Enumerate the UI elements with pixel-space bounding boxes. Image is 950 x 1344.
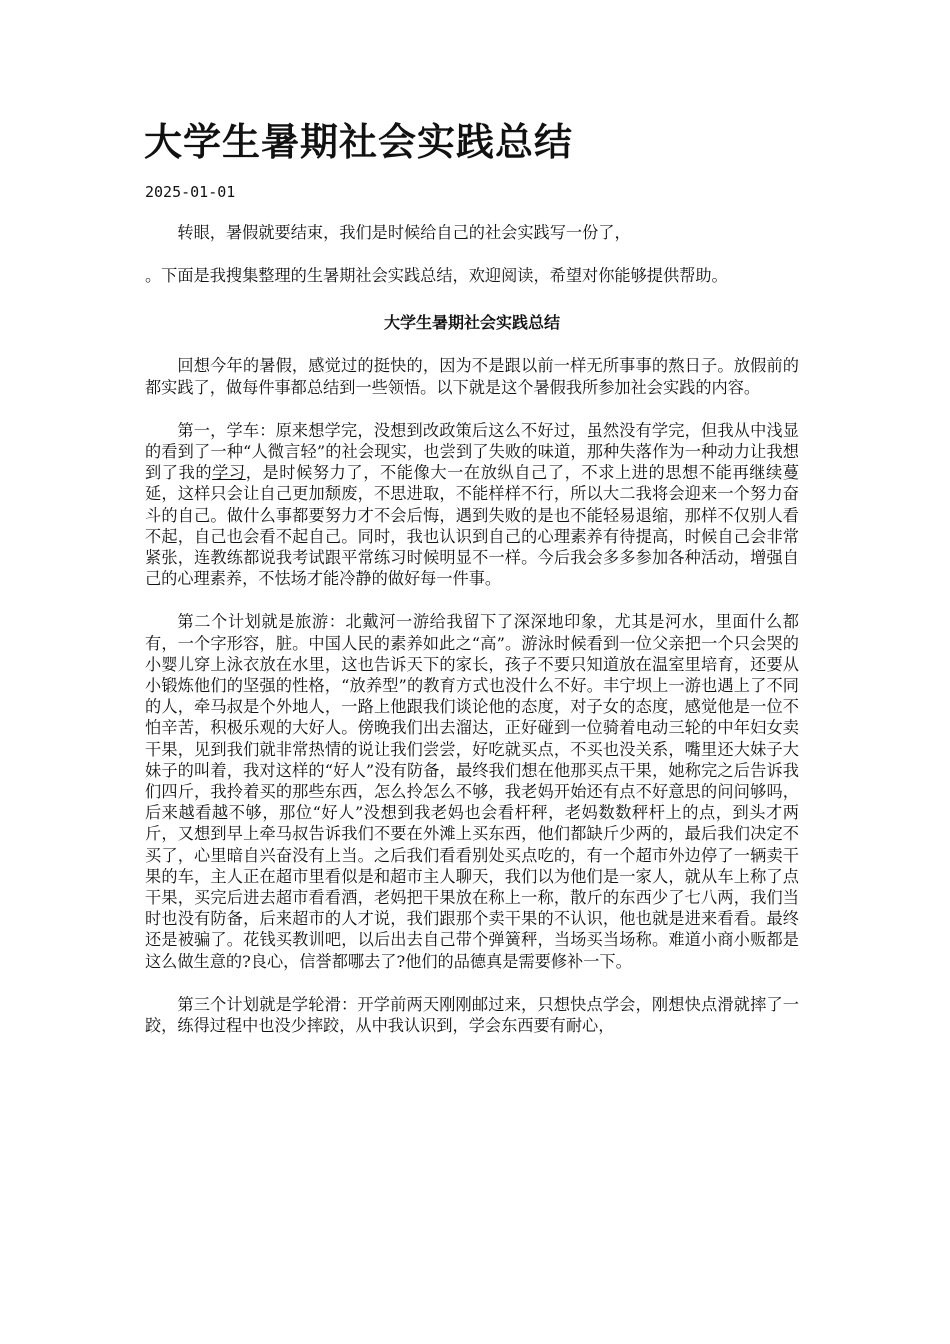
publish-date: 2025-01-01 [145, 183, 236, 201]
body-paragraph-4: 第三个计划就是学轮滑：开学前两天刚刚邮过来，只想快点学会，刚想快点滑就摔了一跤，练得过程中也没少摔跤，从中我认识到，学会东西要有耐心， [145, 994, 799, 1036]
body-paragraph-1: 回想今年的暑假，感觉过的挺快的，因为不是跟以前一样无所事事的熬日子。放假前的都实践了，做每件事都总结到一些领悟。以下就是这个暑假我所参加社会实践的内容。 [145, 356, 799, 397]
document-page [145, 118, 799, 1036]
document-title: 大学生暑期社会实践总结 [144, 120, 574, 164]
intro-paragraph-1: 转眼，暑假就要结束，我们是时候给自己的社会实践写一份了， [177, 223, 631, 242]
body-paragraph-3: 第二个计划就是旅游：北戴河一游给我留下了深深地印象，尤其是河水，里面什么都有，一个字形容，脏。中国人民的素养如此之“高”。游泳时候看到一位父亲把一个只会哭的小婴儿穿上泳衣放在水里，这也告诉天下的家长，孩子不要只知道放在温室里培育，还要从小锻炼他们的坚强的性格，“放养型”的教育方式也没什么不好。丰宁坝上一游也遇上了不同的人，牵马叔是个外地人，一路上他跟我们谈论他的态度，对子女的态度，感觉他是一位不怕辛苦，积极乐观的大好人。傍晚我们出去溜达，正好碰到一位骑着电动三轮的中年妇女卖干果，见到我们就非常热情的说让我们尝尝，好吃就买点，不买也没关系，嘴里还大妹子大妹子的叫着，我对这样的“好人”没有防备，最终我们想在他那买点干果，她称完之后告诉我们四斤，我拎着买的那些东西，怎么拎怎么不够，我老妈开始还有点不好意思的问问够吗，后来越看越不够，那位“好人”没想到我老妈也会看杆秤，老妈数数秤杆上的点，到头才两斤，又想到早上牵马叔告诉我们不要在外滩上买东西，他们都缺斤少两的，最后我们决定不买了，心里暗自兴奋没有上当。之后我们看看别处买点吃的，有一个超市外边停了一辆卖干果的车，主人正在超市里看似是和超市主人聊天，我们以为他们是一家人，就从车上称了点干果，买完后进去超市看看酒，老妈把干果放在称上一称，散斤的东西少了七八两，我们当时也没有防备，后来超市的人才说，我们跟那个卖干果的不认识，他也就是进来看看。最终还是被骗了。花钱买教训吧，以后出去自己带个弹簧秤，当场买当场称。难道小商小贩都是这么做生意的?良心，信誉都哪去了?他们的品德真是需要修补一下。 [145, 612, 799, 971]
section-heading: 大学生暑期社会实践总结 [383, 313, 560, 333]
body-paragraph-2 [145, 420, 799, 590]
body-paragraph-2-text-a: 第一，学车：原来想学完，没想到改政策后这么不好过，虽然没有学完，但我从中浅显的看到了一种“人微言轻”的社会现实，也尝到了失败的味道，那种失落作为一种动力让我想到了我的 [145, 420, 799, 483]
body-paragraph-2-text-b: ，是时候努力了，不能像大一在放纵自己了，不求上进的思想不能再继续蔓延，这样只会让自己更加颓废，不思进取，不能样样不行，所以大二我将会迎来一个努力奋斗的自己。做什么事都要努力才不会后悔，遇到失败的是也不能轻易退缩，那样不仅别人看不起，自己也会看不起自己。同时，我也认识到自己的心理素养有待提高，时候自己会非常紧张，连教练都说我考试跟平常练习时候明显不一样。今后我会多多参加各种活动，增强自己的心理素养，不怯场才能冷静的做好每一件事。 [145, 463, 800, 589]
intro-paragraph-2: 。下面是我搜集整理的生暑期社会实践总结，欢迎阅读，希望对你能够提供帮助。 [145, 266, 728, 286]
study-link[interactable]: 学习 [212, 463, 246, 483]
